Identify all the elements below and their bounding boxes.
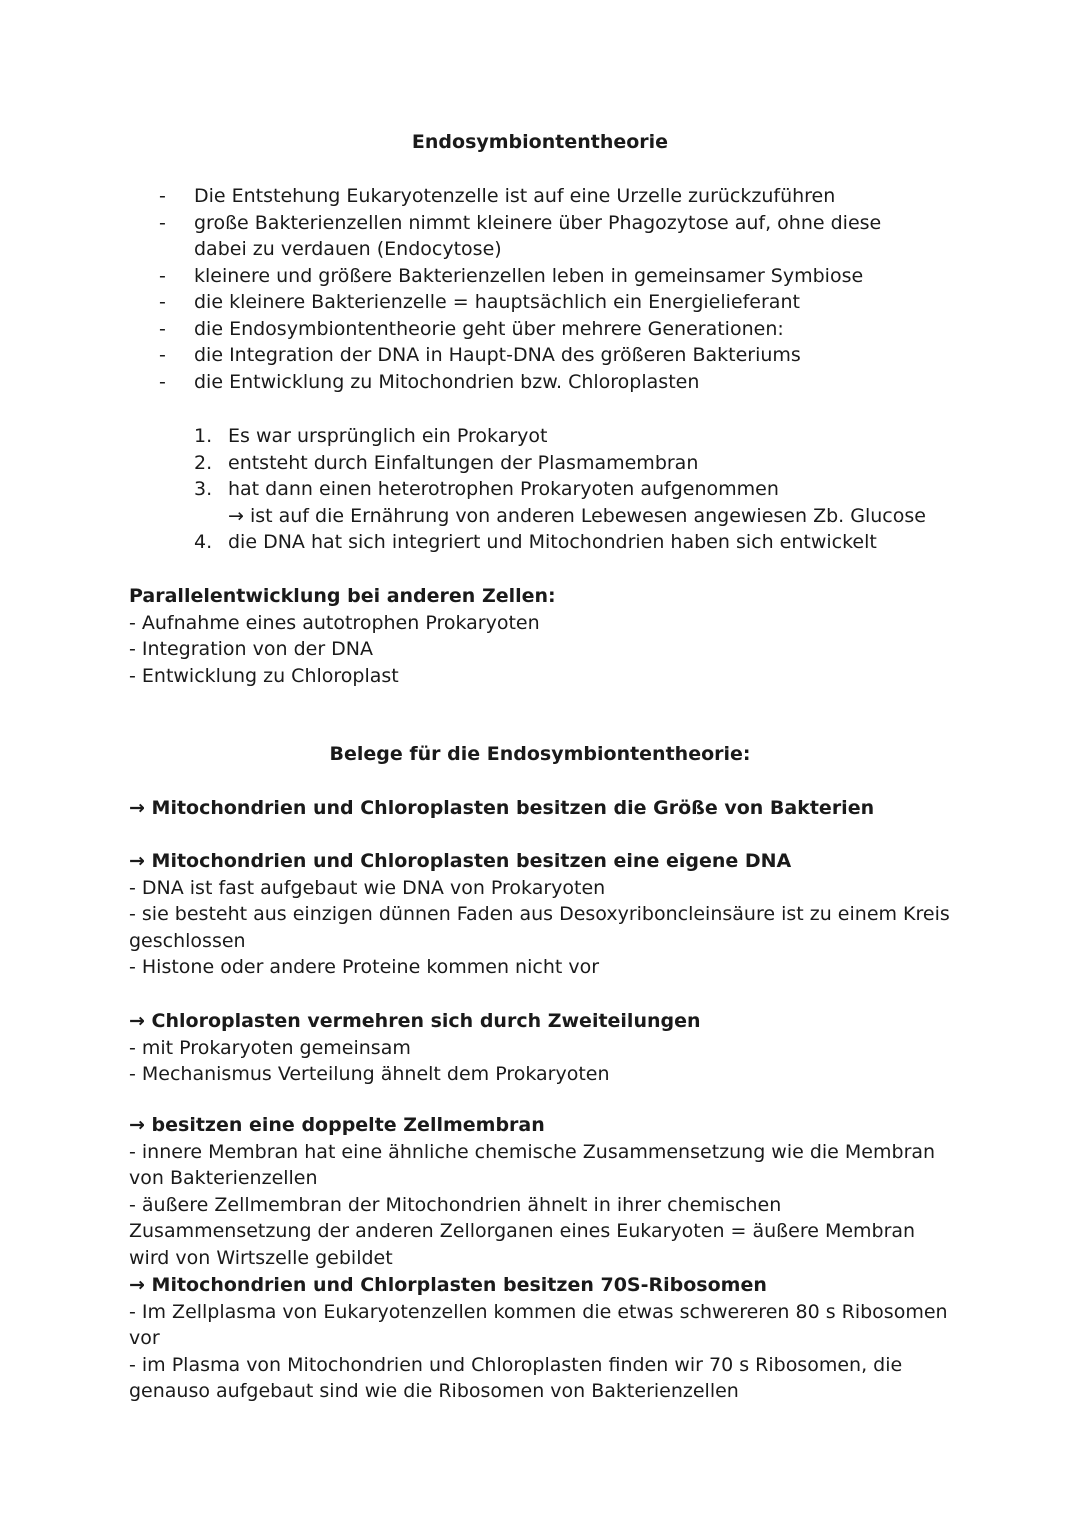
evidence-ribosomes [129, 1272, 959, 1405]
list-item: - Aufnahme eines autotrophen Prokaryoten [129, 611, 540, 634]
bullet-dash: - [159, 291, 166, 313]
evidence-line: - äußere Zellmembran der Mitochondrien ähnelt in ihrer chemischen Zusammensetzung der anderen Zellorganen eines Eukaryoten = äußere Membran wird von Wirtszelle gebildet [129, 1193, 916, 1269]
section-heading: Parallelentwicklung bei anderen Zellen: [129, 585, 556, 607]
list-item: - Die Entstehung Eukaryotenzelle ist auf eine Urzelle zurückzuführen [0, 183, 934, 210]
bullet-dash: - [159, 317, 166, 340]
list-item: - kleinere und größere Bakterienzellen leben in gemeinsamer Symbiose [0, 263, 934, 290]
step-item: 2. entsteht durch Einfaltungen der Plasmamembran [0, 450, 1080, 477]
evidence-line: - sie besteht aus einzigen dünnen Faden aus Desoxyriboncleinsäure ist zu einem Kreis geschlossen [129, 903, 950, 952]
parallel-section [129, 583, 959, 689]
list-item: - die Endosymbiontentheorie geht über mehrere Generationen: [0, 316, 934, 343]
intro-list [0, 183, 1080, 395]
list-item: - Entwicklung zu Chloroplast [129, 664, 399, 687]
evidence-title: Belege für die Endosymbiontentheorie: [329, 743, 751, 765]
list-item: - die Integration der DNA in Haupt-DNA des größeren Bakteriums [0, 342, 934, 369]
step-number: 2. [194, 451, 213, 474]
evidence-heading: → Mitochondrien und Chlorplasten besitzen 70S-Ribosomen [129, 1274, 767, 1296]
evidence-line: - Im Zellplasma von Eukaryotenzellen kommen die etwas schwereren 80 s Ribosomen vor [129, 1300, 948, 1349]
list-item: - Integration von der DNA [129, 638, 374, 660]
evidence-heading: → Chloroplasten vermehren sich durch Zweiteilungen [129, 1010, 701, 1032]
evidence-line: - mit Prokaryoten gemeinsam [129, 1036, 411, 1059]
evidence-line: - DNA ist fast aufgebaut wie DNA von Prokaryoten [129, 876, 606, 899]
evidence-line: - innere Membran hat eine ähnliche chemische Zusammensetzung wie die Membran von Bakterienzellen [129, 1140, 936, 1189]
bullet-dash: - [159, 211, 166, 234]
steps-list [0, 423, 1080, 556]
step-number: 4. [194, 531, 213, 553]
evidence-heading: → Mitochondrien und Chloroplasten besitzen eine eigene DNA [129, 850, 792, 872]
bullet-dash: - [159, 370, 166, 393]
step-item: 3. hat dann einen heterotrophen Prokaryoten aufgenommen [0, 476, 1080, 503]
page-title: Endosymbiontentheorie [411, 131, 669, 153]
step-number: 3. [194, 478, 213, 500]
evidence-membrane [129, 1112, 959, 1271]
bullet-dash: - [159, 264, 166, 287]
evidence-heading: → Mitochondrien und Chloroplasten besitzen die Größe von Bakterien [129, 797, 875, 819]
evidence-heading: → besitzen eine doppelte Zellmembran [129, 1114, 545, 1136]
evidence-line: - im Plasma von Mitochondrien und Chloroplasten finden wir 70 s Ribosomen, die genauso aufgebaut sind wie die Ribosomen von Bakterienzellen [129, 1353, 903, 1402]
bullet-dash: - [159, 185, 166, 207]
evidence-size [129, 795, 959, 822]
step-note: → ist auf die Ernährung von anderen Lebewesen angewiesen Zb. Glucose [228, 504, 926, 527]
evidence-line: - Mechanismus Verteilung ähnelt dem Prokaryoten [129, 1063, 610, 1085]
evidence-dna [129, 848, 959, 981]
evidence-division [129, 1008, 959, 1088]
step-number: 1. [194, 425, 213, 447]
list-item: - große Bakterienzellen nimmt kleinere über Phagozytose auf, ohne diese dabei zu verdauen (Endocytose) [159, 211, 882, 260]
bullet-dash: - [159, 344, 166, 366]
list-item: - die kleinere Bakterienzelle = hauptsächlich ein Energielieferant [0, 289, 934, 316]
step-item: 4. die DNA hat sich integriert und Mitochondrien haben sich entwickelt [0, 529, 1080, 556]
evidence-line: - Histone oder andere Proteine kommen nicht vor [129, 956, 600, 978]
step-item: 1. Es war ursprünglich ein Prokaryot [0, 423, 1080, 450]
list-item: - die Entwicklung zu Mitochondrien bzw. Chloroplasten [0, 369, 934, 396]
